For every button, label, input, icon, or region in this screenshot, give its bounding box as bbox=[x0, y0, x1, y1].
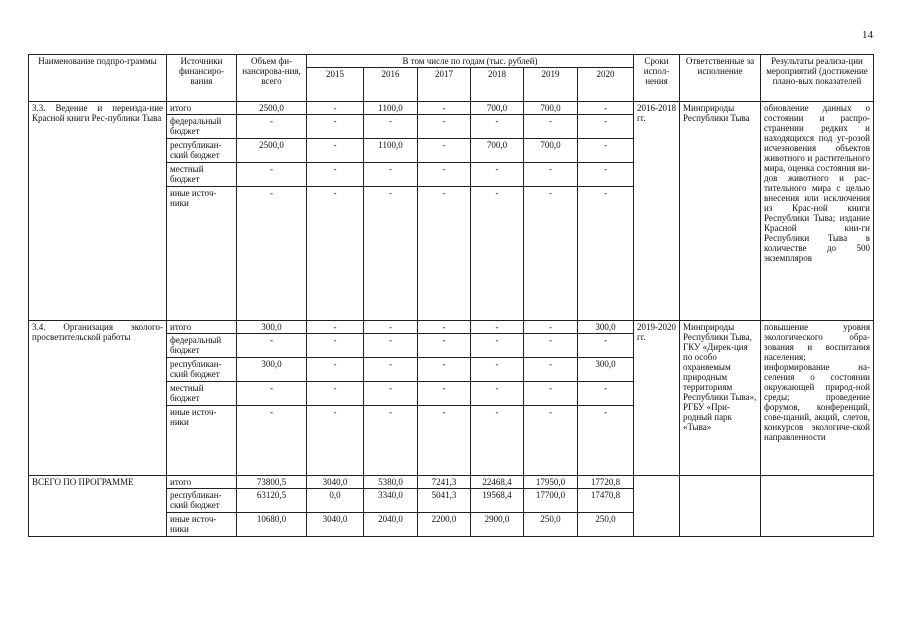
year-value: - bbox=[364, 382, 418, 406]
year-value: - bbox=[524, 163, 578, 187]
table-row bbox=[29, 321, 874, 334]
year-value: - bbox=[524, 358, 578, 382]
funding-source: итого bbox=[167, 321, 237, 334]
year-value: - bbox=[578, 102, 634, 115]
year-value: 17720,8 bbox=[578, 476, 634, 489]
year-value: - bbox=[418, 102, 471, 115]
year-value: - bbox=[418, 406, 471, 476]
year-value: 700,0 bbox=[524, 102, 578, 115]
funding-total: 300,0 bbox=[237, 321, 307, 334]
header-responsible: Ответственные за исполнение bbox=[680, 55, 761, 102]
header-year: 2016 bbox=[364, 68, 418, 102]
funding-total: - bbox=[237, 163, 307, 187]
year-value: 3040,0 bbox=[307, 476, 364, 489]
empty-results-cell bbox=[761, 476, 874, 537]
year-value: 17950,0 bbox=[524, 476, 578, 489]
responsible-party: Минприроды Республики Тыва, ГКУ «Дирек-ция по особо охраняемым природным территориям Республики Тыва», РГБУ «При-родный парк «Тыва» bbox=[680, 321, 761, 476]
year-value: - bbox=[578, 334, 634, 358]
funding-total: 10680,0 bbox=[237, 513, 307, 537]
year-value: - bbox=[364, 115, 418, 139]
expected-results: повышение уровня экологического обра-зования и воспитания населения; информирование на-селения о состоянии окружающей природ-ной среды; проведение форумов, конференций, сове-щаний, акций, слетов, конкурсов экологиче-ской направленности bbox=[761, 321, 874, 476]
year-value: 700,0 bbox=[524, 139, 578, 163]
header-year: 2020 bbox=[578, 68, 634, 102]
year-value: - bbox=[307, 187, 364, 321]
execution-term: 2019-2020 гг. bbox=[634, 321, 680, 476]
year-value: - bbox=[418, 115, 471, 139]
year-value: 1100,0 bbox=[364, 139, 418, 163]
table-row bbox=[29, 102, 874, 115]
table-row bbox=[29, 476, 874, 489]
year-value: 5380,0 bbox=[364, 476, 418, 489]
funding-total: 2500,0 bbox=[237, 102, 307, 115]
year-value: - bbox=[418, 139, 471, 163]
year-value: 1100,0 bbox=[364, 102, 418, 115]
header-sources: Источники финансиро-вания bbox=[167, 55, 237, 102]
funding-total: 300,0 bbox=[237, 358, 307, 382]
funding-total: 63120,5 bbox=[237, 489, 307, 513]
year-value: 2200,0 bbox=[418, 513, 471, 537]
year-value: - bbox=[364, 334, 418, 358]
year-value: - bbox=[524, 115, 578, 139]
header-volume: Объем фи-нансирова-ния, всего bbox=[237, 55, 307, 102]
year-value: - bbox=[471, 406, 524, 476]
header-year: 2017 bbox=[418, 68, 471, 102]
year-value: - bbox=[307, 321, 364, 334]
year-value: - bbox=[524, 406, 578, 476]
year-value: - bbox=[418, 163, 471, 187]
year-value: - bbox=[418, 321, 471, 334]
funding-source: республикан-ский бюджет bbox=[167, 489, 237, 513]
funding-source: республикан-ский бюджет bbox=[167, 139, 237, 163]
funding-source: итого bbox=[167, 102, 237, 115]
year-value: 300,0 bbox=[578, 321, 634, 334]
year-value: - bbox=[471, 115, 524, 139]
year-value: 17700,0 bbox=[524, 489, 578, 513]
year-value: - bbox=[524, 321, 578, 334]
header-results: Результаты реализа-ции мероприятий (достижение плано-вых показателей bbox=[761, 55, 874, 102]
year-value: - bbox=[307, 334, 364, 358]
year-value: 300,0 bbox=[578, 358, 634, 382]
year-value: 3340,0 bbox=[364, 489, 418, 513]
year-value: - bbox=[524, 187, 578, 321]
header-by-years: В том числе по годам (тыс. рублей) bbox=[307, 55, 634, 68]
funding-total: - bbox=[237, 406, 307, 476]
year-value: 250,0 bbox=[578, 513, 634, 537]
year-value: - bbox=[578, 406, 634, 476]
funding-source: итого bbox=[167, 476, 237, 489]
year-value: 250,0 bbox=[524, 513, 578, 537]
year-value: - bbox=[364, 187, 418, 321]
year-value: - bbox=[418, 334, 471, 358]
year-value: - bbox=[418, 187, 471, 321]
year-value: - bbox=[578, 139, 634, 163]
year-value: - bbox=[578, 382, 634, 406]
year-value: - bbox=[364, 321, 418, 334]
empty-term-cell bbox=[634, 476, 680, 537]
execution-term: 2016-2018 гг. bbox=[634, 102, 680, 321]
header-year: 2015 bbox=[307, 68, 364, 102]
year-value: - bbox=[307, 115, 364, 139]
subprogram-name: 3.3. Ведение и переизда-ние Красной книги Рес-публики Тыва bbox=[29, 102, 167, 321]
year-value: - bbox=[307, 406, 364, 476]
year-value: 19568,4 bbox=[471, 489, 524, 513]
funding-source: федеральный бюджет bbox=[167, 115, 237, 139]
header-subprogram: Наименование подпро-граммы bbox=[29, 55, 167, 102]
funding-total: - bbox=[237, 382, 307, 406]
funding-source: республикан-ский бюджет bbox=[167, 358, 237, 382]
year-value: - bbox=[524, 334, 578, 358]
year-value: 2900,0 bbox=[471, 513, 524, 537]
year-value: - bbox=[307, 382, 364, 406]
year-value: - bbox=[307, 102, 364, 115]
year-value: - bbox=[418, 358, 471, 382]
year-value: - bbox=[471, 382, 524, 406]
funding-total: 73800,5 bbox=[237, 476, 307, 489]
year-value: - bbox=[307, 139, 364, 163]
year-value: - bbox=[364, 163, 418, 187]
year-value: - bbox=[471, 358, 524, 382]
year-value: - bbox=[307, 358, 364, 382]
program-total-label: ВСЕГО ПО ПРОГРАММЕ bbox=[29, 476, 167, 537]
subprogram-name: 3.4. Организация эколого-просветительской работы bbox=[29, 321, 167, 476]
expected-results: обновление данных о состоянии и распро-странении редких и находящихся под уг-розой исчезновения объектов животного и растительного мира, оценка состояния ви-дов животного и рас-тительного мира с целью внесения или исключения из Крас-ной книги Республики Тыва; издание Красной кни-ги Республики Тыва в количестве до 500 экземпляров bbox=[761, 102, 874, 321]
year-value: 700,0 bbox=[471, 139, 524, 163]
header-terms: Сроки испол-нения bbox=[634, 55, 680, 102]
year-value: - bbox=[471, 187, 524, 321]
year-value: - bbox=[524, 382, 578, 406]
year-value: 17470,8 bbox=[578, 489, 634, 513]
year-value: 22468,4 bbox=[471, 476, 524, 489]
year-value: - bbox=[307, 163, 364, 187]
year-value: 700,0 bbox=[471, 102, 524, 115]
funding-total: - bbox=[237, 187, 307, 321]
funding-total: - bbox=[237, 334, 307, 358]
year-value: 7241,3 bbox=[418, 476, 471, 489]
year-value: 0,0 bbox=[307, 489, 364, 513]
budget-table bbox=[28, 54, 874, 537]
empty-responsible-cell bbox=[680, 476, 761, 537]
year-value: - bbox=[471, 163, 524, 187]
funding-source: местный бюджет bbox=[167, 163, 237, 187]
funding-source: иные источ-ники bbox=[167, 513, 237, 537]
funding-source: федеральный бюджет bbox=[167, 334, 237, 358]
year-value: - bbox=[471, 321, 524, 334]
year-value: - bbox=[471, 334, 524, 358]
year-value: - bbox=[418, 382, 471, 406]
page-number: 14 bbox=[862, 29, 873, 41]
funding-total: 2500,0 bbox=[237, 139, 307, 163]
year-value: - bbox=[364, 406, 418, 476]
year-value: - bbox=[578, 115, 634, 139]
year-value: 2040,0 bbox=[364, 513, 418, 537]
header-year: 2019 bbox=[524, 68, 578, 102]
funding-source: иные источ-ники bbox=[167, 406, 237, 476]
funding-source: местный бюджет bbox=[167, 382, 237, 406]
year-value: - bbox=[578, 187, 634, 321]
year-value: 3040,0 bbox=[307, 513, 364, 537]
funding-total: - bbox=[237, 115, 307, 139]
year-value: 5041,3 bbox=[418, 489, 471, 513]
responsible-party: Минприроды Республики Тыва bbox=[680, 102, 761, 321]
header-year: 2018 bbox=[471, 68, 524, 102]
year-value: - bbox=[364, 358, 418, 382]
year-value: - bbox=[578, 163, 634, 187]
funding-source: иные источ-ники bbox=[167, 187, 237, 321]
